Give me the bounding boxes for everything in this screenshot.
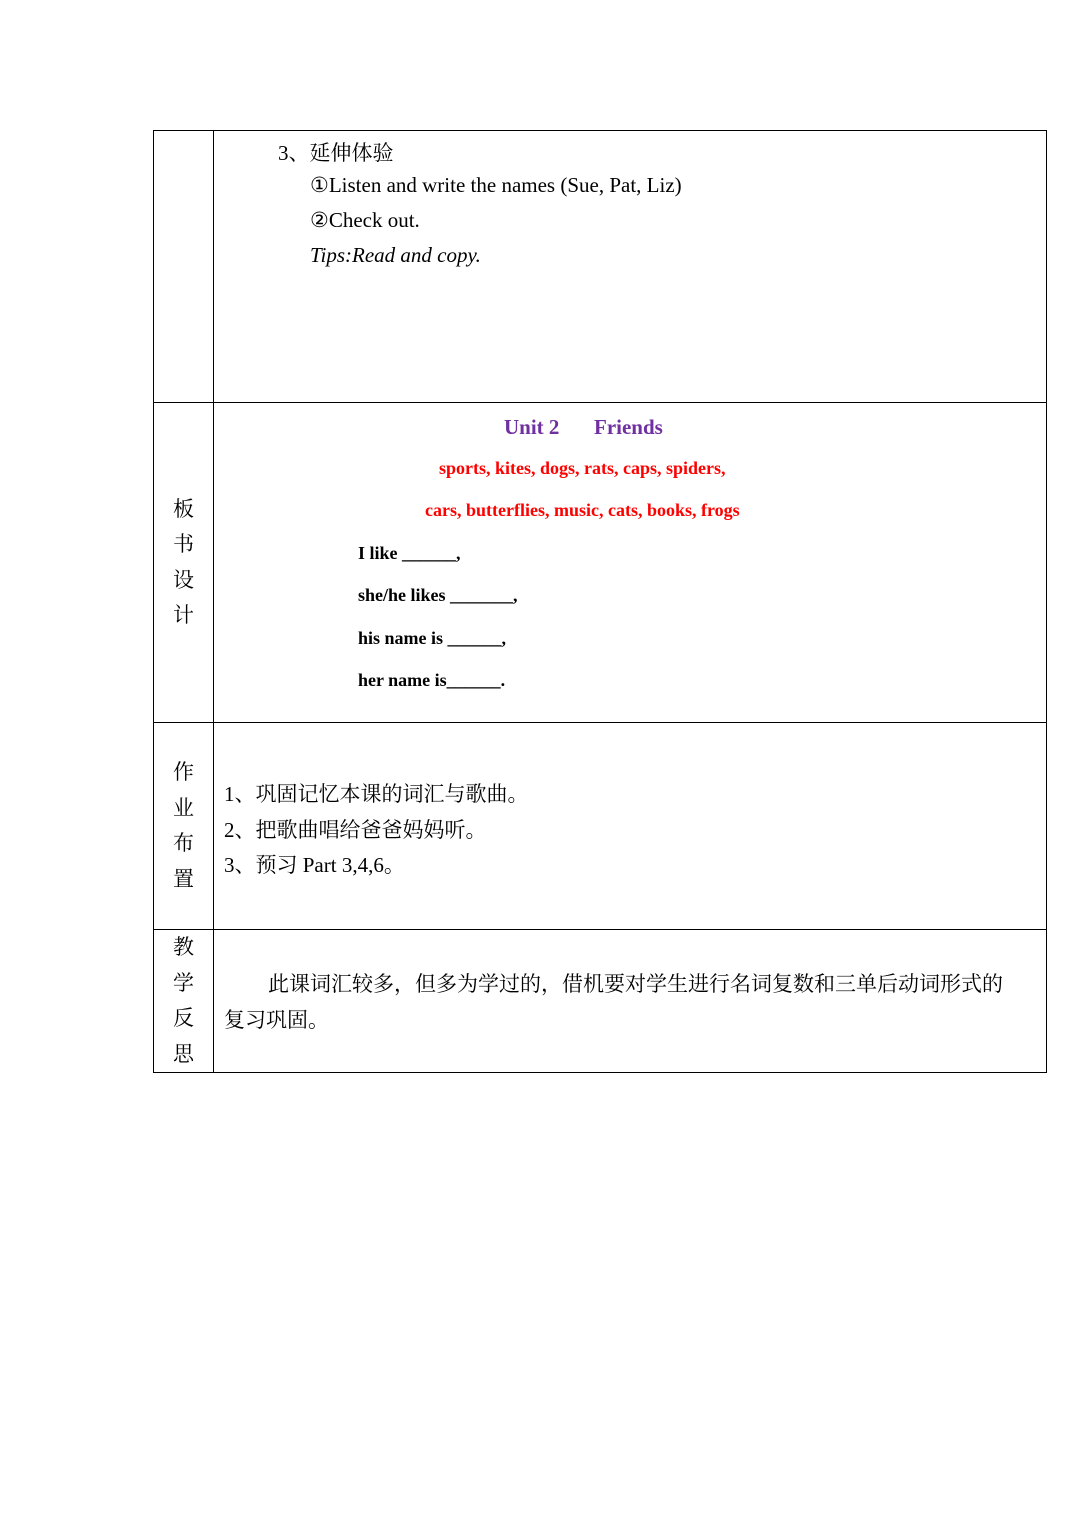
board-content-cell (214, 403, 1047, 723)
reflection-line-2: 复习巩固。 (224, 1008, 329, 1032)
board-unit: Unit 2 (504, 415, 560, 439)
board-topic: Friends (594, 415, 663, 439)
extension-item-listen: ①Listen and write the names (Sue, Pat, Liz) (310, 173, 682, 197)
homework-item-1: 1、巩固记忆本课的词汇与歌曲。 (224, 782, 529, 806)
homework-item-3: 3、预习 Part 3,4,6。 (224, 853, 405, 877)
reflection-content-cell (214, 930, 1047, 1073)
board-pattern-her-name: her name is______. (358, 670, 506, 690)
homework-label-char: 业 (173, 795, 194, 820)
board-label (154, 403, 213, 722)
extension-heading: 3、延伸体验 (278, 141, 394, 165)
board-pattern-i-like: I like ______, (358, 543, 461, 563)
homework-item-2: 2、把歌曲唱给爸爸妈妈听。 (224, 818, 487, 842)
extension-label-cell (154, 131, 214, 403)
board-row (154, 403, 1047, 723)
extension-tips: Tips:Read and copy. (310, 243, 481, 267)
homework-label-char: 作 (173, 760, 194, 784)
board-vocab-line1: sports, kites, dogs, rats, caps, spiders, (439, 458, 726, 478)
reflection-label-char: 思 (173, 1041, 194, 1066)
board-label-char: 计 (173, 603, 194, 627)
reflection-label-cell (154, 930, 214, 1073)
board-label-char: 设 (173, 567, 194, 592)
extension-item-check: ②Check out. (310, 208, 420, 232)
homework-row (154, 723, 1047, 930)
board-pattern-she-likes: she/he likes _______, (358, 585, 518, 605)
reflection-row (154, 930, 1047, 1073)
homework-label-cell (154, 723, 214, 930)
reflection-label-char: 反 (173, 1006, 194, 1030)
homework-label-char: 置 (173, 866, 194, 891)
board-label-char: 板 (173, 496, 194, 521)
extension-content-cell (214, 131, 1047, 403)
board-vocab-line2: cars, butterflies, music, cats, books, frogs (425, 500, 740, 520)
homework-label-char: 布 (173, 831, 194, 855)
lesson-plan-table (153, 130, 1047, 1073)
reflection-label-char: 教 (173, 935, 194, 959)
board-pattern-his-name: his name is ______, (358, 628, 507, 648)
reflection-line-1: 此课词汇较多，但多为学过的，借机要对学生进行名词复数和三单后动词形式的 (268, 972, 1003, 996)
homework-label (154, 723, 213, 929)
reflection-label-char: 学 (173, 970, 194, 995)
homework-content-cell (214, 723, 1047, 930)
extension-row (154, 131, 1047, 403)
board-label-char: 书 (173, 532, 194, 556)
reflection-label (154, 930, 213, 1072)
board-label-cell (154, 403, 214, 723)
